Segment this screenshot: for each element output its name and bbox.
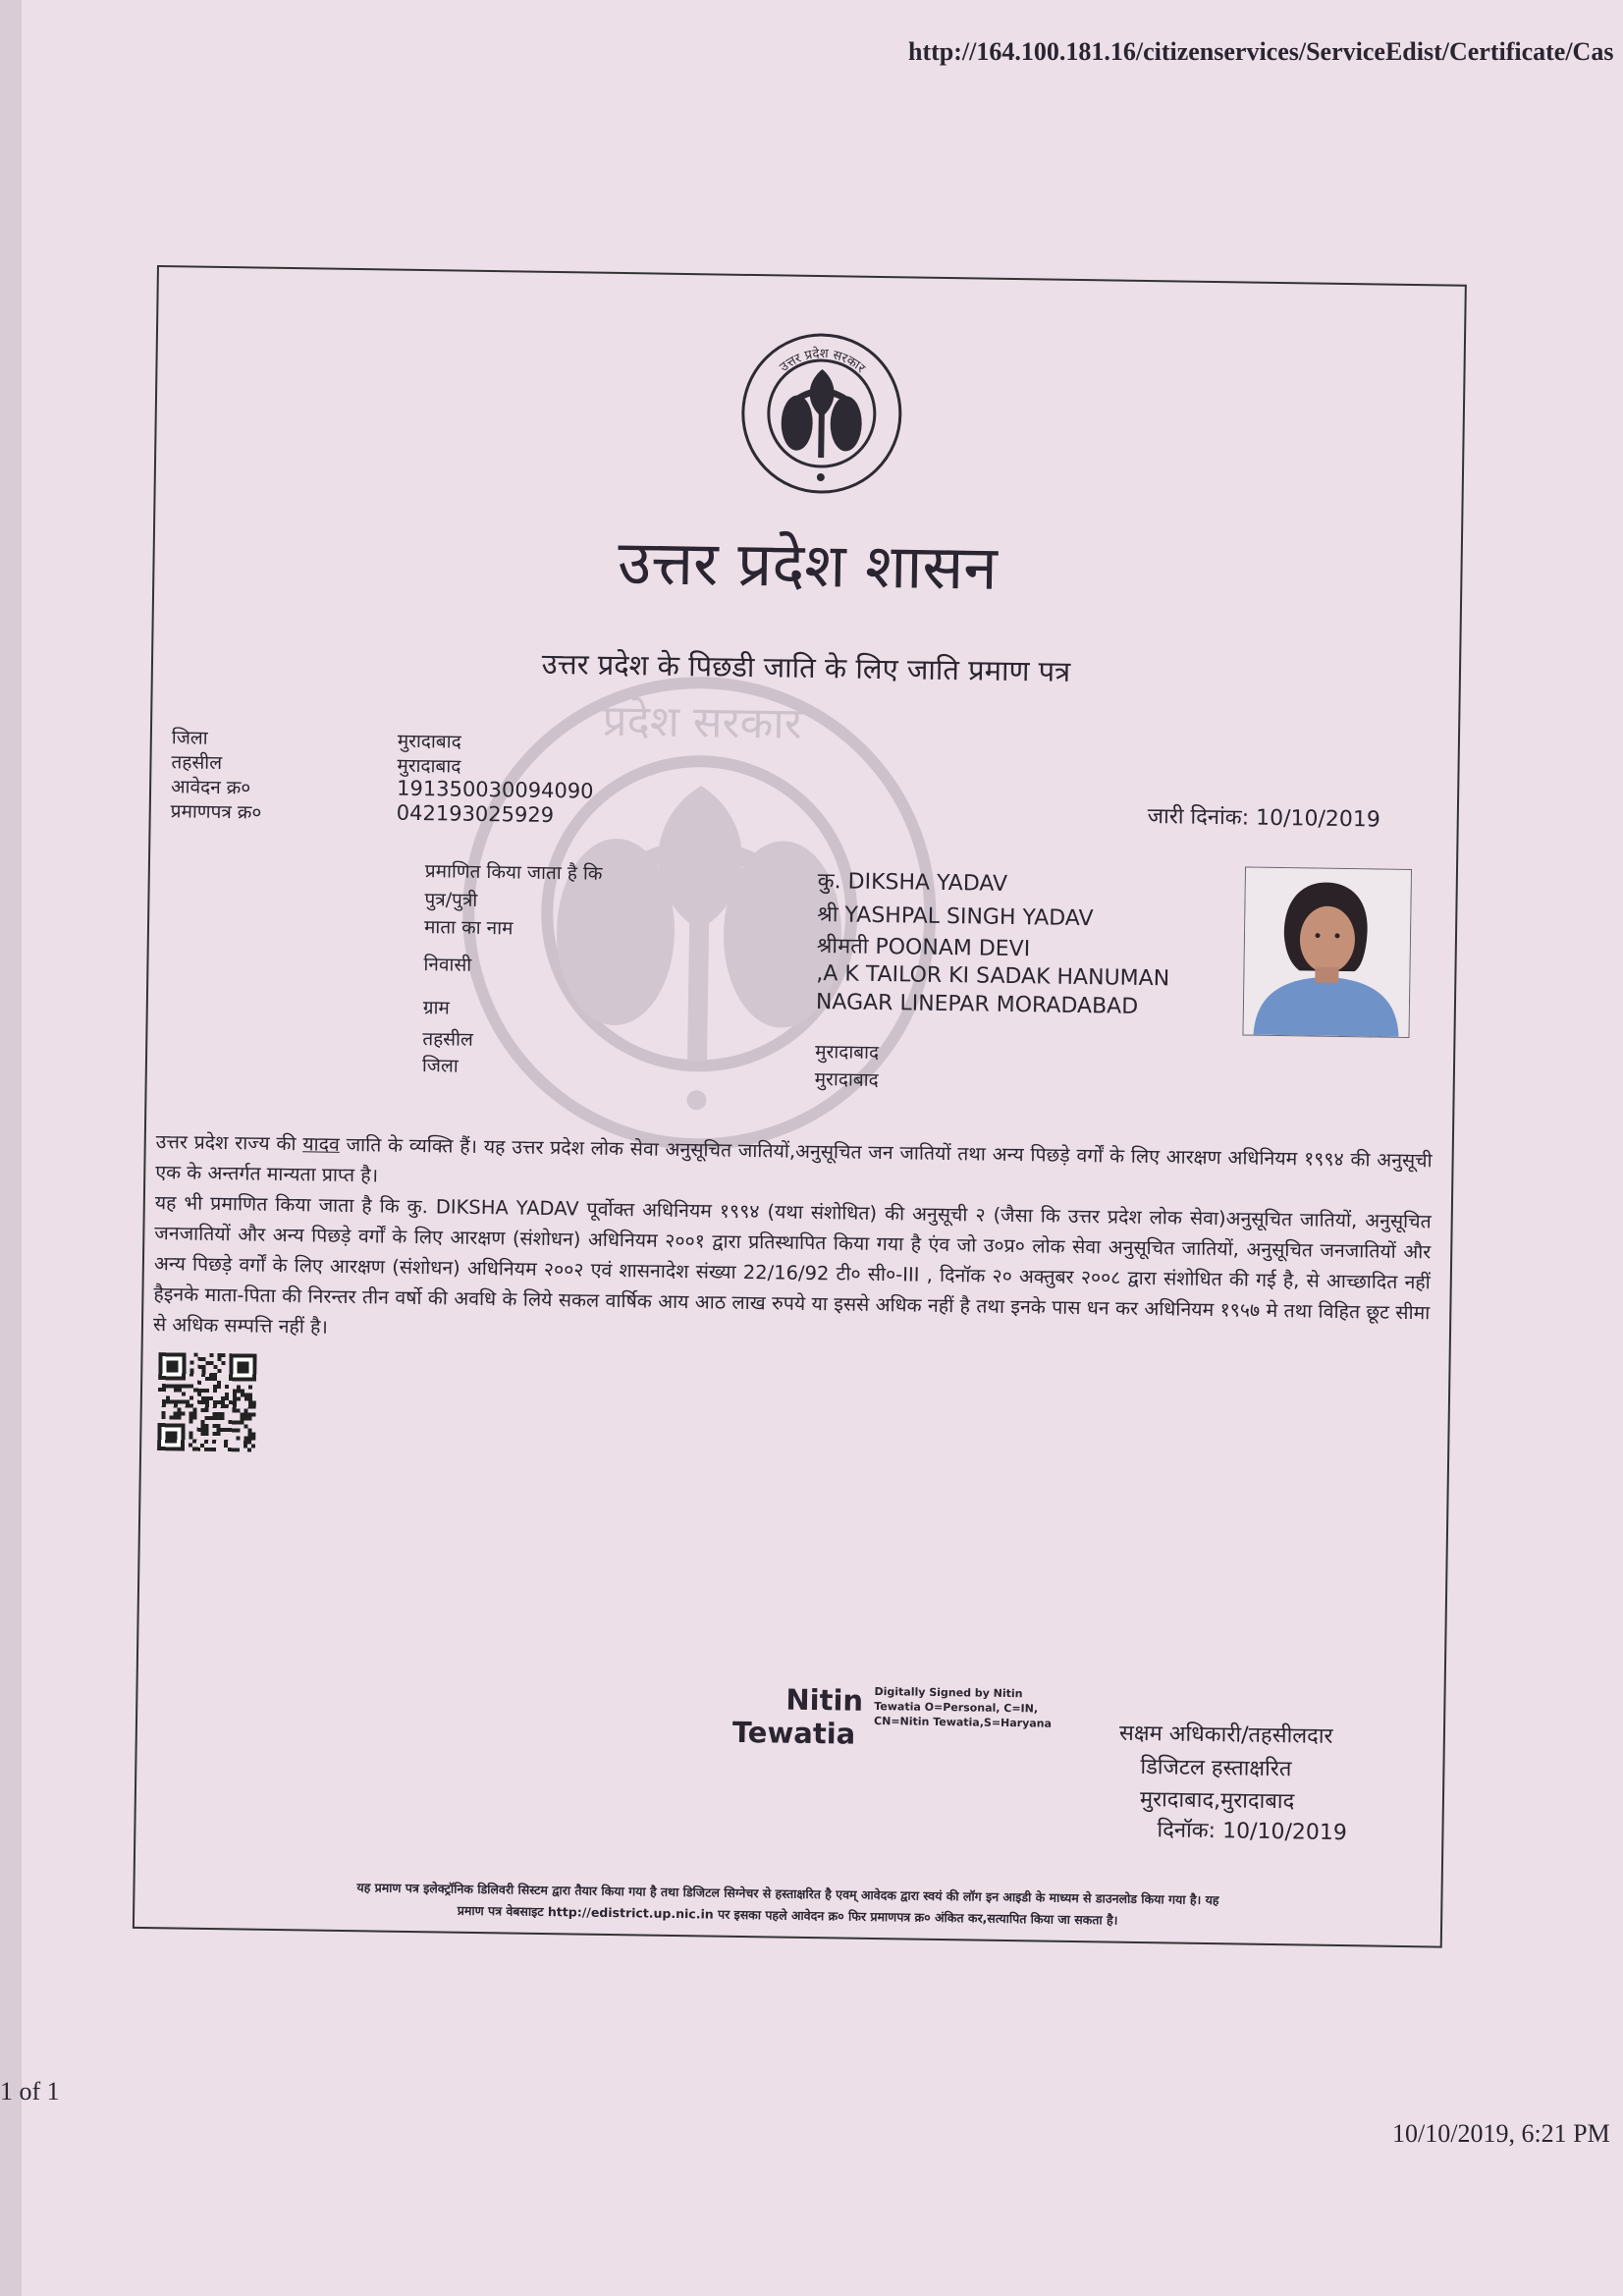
footer-line-1: यह प्रमाण पत्र इलेक्ट्रॉनिक डिलिवरी सिस्टम द्वारा तैयार किया गया है तथा डिजिटल सिग्नेचर से हस्ताक्षरित है एवम् आवेदक द्वारा स्वयं की लॉग इन आइडी के माध्यम से डाउनलोड किया गया है। यह [356,1880,1219,1908]
application-no-value: 191350030094090 [396,776,594,803]
qr-code-icon [157,1352,256,1451]
certificate-statement [153,1126,1433,1358]
page-count: 1 of 1 [0,2077,60,2105]
footer-line-2: प्रमाण पत्र वेबसाइट http://edistrict.up.nic.in पर इसका पहले आवेदन क्र० फिर प्रमाणपत्र क्र० अंकित कर,सत्यापित किया जा सकता है। [457,1902,1118,1928]
certificate-no-label: प्रमाणपत्र क्र० [170,800,262,824]
resident-label: निवासी [423,954,472,976]
applicant-photo [1242,867,1412,1039]
tehsil-label: तहसील [171,751,223,775]
certificate-title: उत्तर प्रदेश के पिछडी जाति के लिए जाति प्रमाण पत्र [541,646,1071,688]
person-tehsil-label: तहसील [422,1028,474,1051]
page-url: http://164.100.181.16/citizenservices/ServiceEdist/Certificate/Cas [908,37,1614,66]
statement-paragraph-1: उत्तर प्रदेश राज्य की यादव जाति के व्यक्ति हैं। यह उत्तर प्रदेश लोक सेवा अनुसूचित जातियों,अनुसूचित जन जातियों तथा अन्य पिछड़े वर्गों के लिए आरक्षण अधिनियम १९९४ की अनुसूची एक के अन्तर्गत मान्यता प्राप्त है। [155,1130,1433,1187]
signature-first-name: Nitin [785,1682,864,1718]
tehsil-value: मुरादाबाद [397,754,461,778]
printed-timestamp: 10/10/2019, 6:21 PM [1392,2119,1610,2148]
applicant-name: कु. DIKSHA YADAV [817,869,1008,897]
village-label: ग्राम [422,997,450,1019]
certificate-no-value: 042193025929 [396,800,555,828]
certificate-frame [133,265,1467,1948]
certificate-footer [135,1874,1441,1937]
caste-name: यादव [302,1132,341,1156]
person-district-label: जिला [421,1055,459,1077]
mother-name: श्रीमती POONAM DEVI [816,934,1031,962]
svg-text:उत्तर प्रदेश सरकार: उत्तर प्रदेश सरकार [777,346,868,376]
address-line-1: ,A K TAILOR KI SADAK HANUMAN [816,961,1170,992]
parent-label: पुत्र/पुत्री [424,889,478,911]
statement-paragraph-2: यह भी प्रमाणित किया जाता है कि कु. DIKSHA YADAV पूर्वोक्त अधिनियम १९९४ (यथा संशोधित) की अनुसूची २ (जैसा कि उत्तर प्रदेश लोक सेवा)अनुसूचित जातियों, अनुसूचित जनजातियों और अन्य पिछड़े वर्गों के लिए आरक्षण (संशोधन) अधिनियम २००१ द्वारा प्रतिस्थापित किया गया है एंव जो उ०प्र० लोक सेवा अनुसूचित जातियों, अनुसूचित जनजातियों और अन्य पिछड़े वर्गों के लिए आरक्षण (संशोधन) अधिनियम २००२ एवं शासनादेश संख्या 22/16/92 टी० सी०-III , दिनॉक २० अक्तुबर २००८ द्वारा संशोधित की गई है, से आच्छादित नहीं हैइनके माता-पिता की निरन्तर तीन वर्षो की अवधि के लिये सकल वार्षिक आय आठ लाख रुपये या इससे अधिक नहीं है तथा इनके पास धन कर अधिनियम १९५७ मे तथा विहित छूट सीमा से अधिक सम्पत्ति नहीं है। [152,1191,1432,1339]
district-value: मुरादाबाद [397,730,461,753]
up-government-emblem-icon [737,329,907,499]
person-photo-icon [1243,868,1411,1037]
mother-label: माता का नाम [423,916,514,940]
person-district-value: मुरादाबाद [814,1068,879,1091]
authority-sign-type: डिजिटल हस्ताक्षरित [1140,1755,1292,1782]
authority-location: मुरादाबाद,मुरादाबाद [1139,1787,1295,1815]
father-name: श्री YASHPAL SINGH YADAV [817,902,1094,932]
signature-last-name: Tewatia [731,1715,856,1751]
issue-date: जारी दिनांक: 10/10/2019 [1147,804,1381,833]
certified-label: प्रमाणित किया जाता है कि [424,860,603,885]
person-tehsil-value: मुरादाबाद [815,1041,880,1064]
authority-date: दिनॉक: 10/10/2019 [1157,1818,1348,1846]
address-line-2: NAGAR LINEPAR MORADABAD [815,990,1139,1019]
district-label: जिला [171,727,208,749]
application-no-label: आवेदन क्र० [170,776,251,799]
government-title: उत्तर प्रदेश शासन [617,525,999,604]
svg-text:प्रदेश सरकार: प्रदेश सरकार [602,695,803,749]
authority-designation: सक्षम अधिकारी/तहसीलदार [1118,1721,1333,1749]
paper-edge [0,0,22,2296]
digital-signature-details: Digitally Signed by Nitin Tewatia O=Personal, C=IN, CN=Nitin Tewatia,S=Haryana [873,1684,1053,1730]
